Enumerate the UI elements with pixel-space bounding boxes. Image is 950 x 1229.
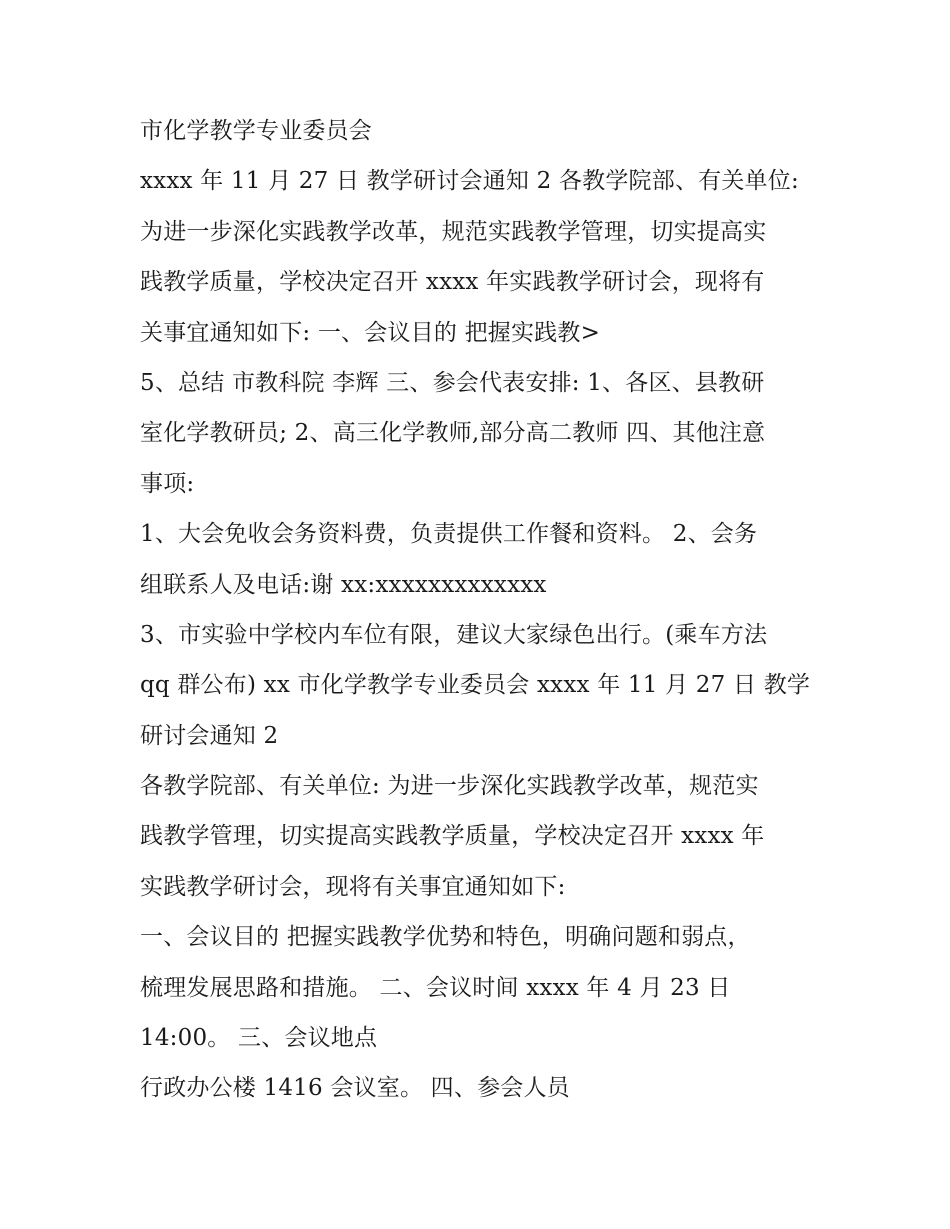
text-line: 研讨会通知 2	[140, 722, 279, 749]
text-line: 事项:	[140, 470, 195, 497]
text-line: 14:00。 三、会议地点	[140, 1025, 378, 1052]
document-body	[140, 106, 830, 1114]
text-line: 关事宜通知如下: 一、会议目的 把握实践教>	[140, 319, 601, 346]
text-line: 实践教学研讨会，现将有关事宜通知如下:	[140, 873, 566, 900]
text-line: 践教学质量，学校决定召开 xxxx 年实践教学研讨会，现将有	[140, 269, 765, 296]
text-line: 3、市实验中学校内车位有限，建议大家绿色出行。(乘车方法	[140, 621, 768, 648]
text-line: 践教学管理，切实提高实践教学质量，学校决定召开 xxxx 年	[140, 823, 765, 850]
text-line: 市化学教学专业委员会	[140, 118, 372, 144]
text-line: 1、大会免收会务资料费，负责提供工作餐和资料。 2、会务	[140, 521, 758, 548]
text-line: 各教学院部、有关单位: 为进一步深化实践教学改革，规范实	[140, 773, 759, 800]
text-line: 5、总结 市教科院 李辉 三、参会代表安排: 1、各区、县教研	[140, 369, 765, 396]
text-line: qq 群公布) xx 市化学教学专业委员会 xxxx 年 11 月 27 日 教学	[140, 672, 811, 699]
text-line: 一、会议目的 把握实践教学优势和特色，明确问题和弱点，	[140, 924, 751, 951]
text-line: 室化学教研员; 2、高三化学教师,部分高二教师 四、其他注意	[140, 420, 766, 447]
text-line: 行政办公楼 1416 会议室。 四、参会人员	[140, 1075, 570, 1102]
text-line: 组联系人及电话:谢 xx:xxxxxxxxxxxxx	[140, 571, 547, 598]
text-line: 为进一步深化实践教学改革，规范实践教学管理，切实提高实	[140, 218, 767, 245]
text-line: xxxx 年 11 月 27 日 教学研讨会通知 2 各教学院部、有关单位:	[140, 168, 799, 195]
text-line: 梳理发展思路和措施。 二、会议时间 xxxx 年 4 月 23 日	[140, 974, 731, 1001]
